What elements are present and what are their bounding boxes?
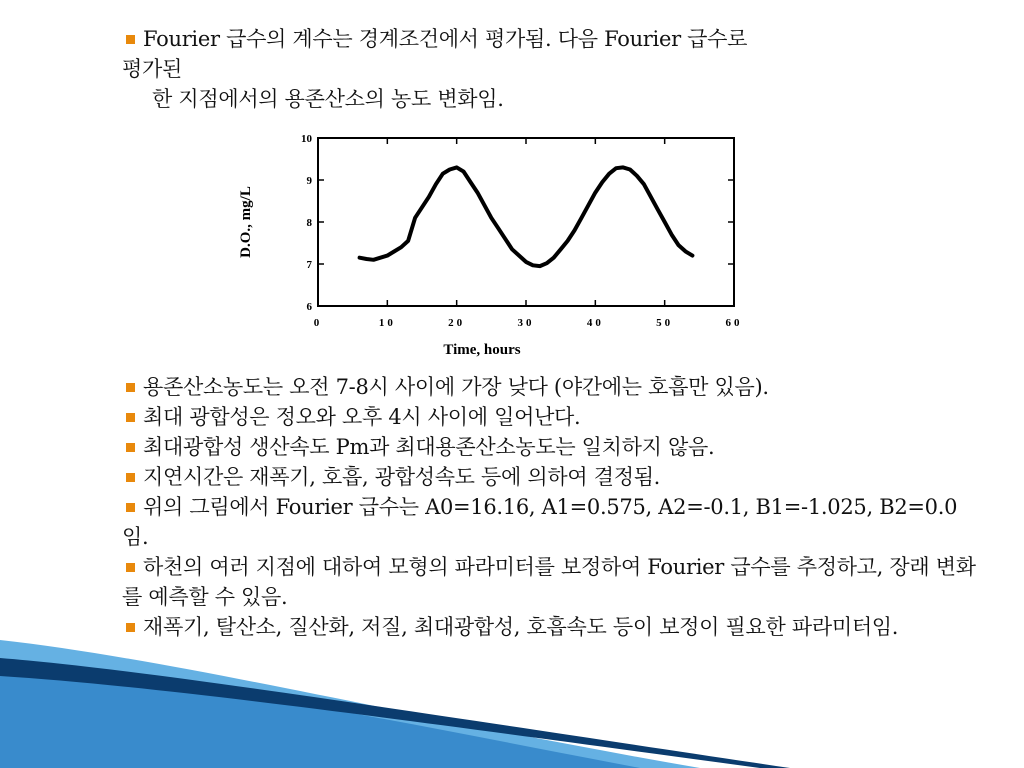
bullet-icon	[126, 383, 135, 392]
bullet-item	[122, 402, 982, 432]
x-tick-label: 10	[378, 317, 396, 329]
bullet-icon	[126, 503, 135, 512]
y-tick-label: 10	[301, 133, 312, 145]
plot-frame	[318, 138, 734, 306]
bullet-icon	[126, 473, 135, 482]
intro-line-3: 한 지점에서의 용존산소의 농도 변화임.	[152, 87, 504, 111]
x-tick-label: 60	[725, 317, 743, 329]
bullet-icon	[126, 563, 135, 572]
bullet-text: 지연시간은 재폭기, 호흡, 광합성속도 등에 의하여 결정됨.	[143, 465, 661, 489]
bullet-icon	[126, 413, 135, 422]
bullet-icon	[126, 443, 135, 452]
bullet-text: 용존산소농도는 오전 7-8시 사이에 가장 낮다 (야간에는 호흡만 있음).	[143, 375, 769, 399]
x-axis-label: Time, hours	[443, 342, 521, 358]
intro-paragraph	[122, 24, 982, 114]
intro-line-2: 평가된	[122, 57, 182, 81]
bullet-icon	[126, 35, 135, 44]
bullet-text: 위의 그림에서 Fourier 급수는 A0=16.16, A1=0.575, A2=-0.1, B1=-1.025, B2=0.0 임.	[122, 495, 958, 549]
intro-line-1: Fourier 급수의 계수는 경계조건에서 평가됨. 다음 Fourier 급수로	[143, 27, 748, 51]
bullet-text: 하천의 여러 지점에 대하여 모형의 파라미터를 보정하여 Fourier 급수를 추정하고, 장래 변화를 예측할 수 있음.	[122, 555, 976, 609]
do-series-line	[360, 167, 693, 266]
x-tick-label: 0	[313, 317, 323, 329]
do-time-chart	[228, 130, 748, 362]
y-tick-label: 8	[306, 217, 312, 229]
x-tick-label: 50	[656, 317, 674, 329]
x-tick-label: 20	[448, 317, 466, 329]
y-tick-label: 9	[306, 175, 312, 187]
bullet-item	[122, 372, 982, 402]
bullet-text: 최대광합성 생산속도 Pm과 최대용존산소농도는 일치하지 않음.	[143, 435, 715, 459]
y-axis-label: D.O., mg/L	[238, 186, 254, 258]
y-tick-label: 7	[306, 259, 312, 271]
corner-swoosh-decoration	[0, 600, 1024, 768]
bullet-text: 최대 광합성은 정오와 오후 4시 사이에 일어난다.	[143, 405, 581, 429]
y-tick-label: 6	[306, 301, 312, 313]
bullet-item	[122, 492, 982, 552]
x-tick-label: 30	[517, 317, 535, 329]
bullet-item	[122, 462, 982, 492]
bullet-item	[122, 432, 982, 462]
bullet-text: 재폭기, 탈산소, 질산화, 저질, 최대광합성, 호흡속도 등이 보정이 필요한 파라미터임.	[143, 615, 899, 639]
x-tick-label: 40	[586, 317, 604, 329]
